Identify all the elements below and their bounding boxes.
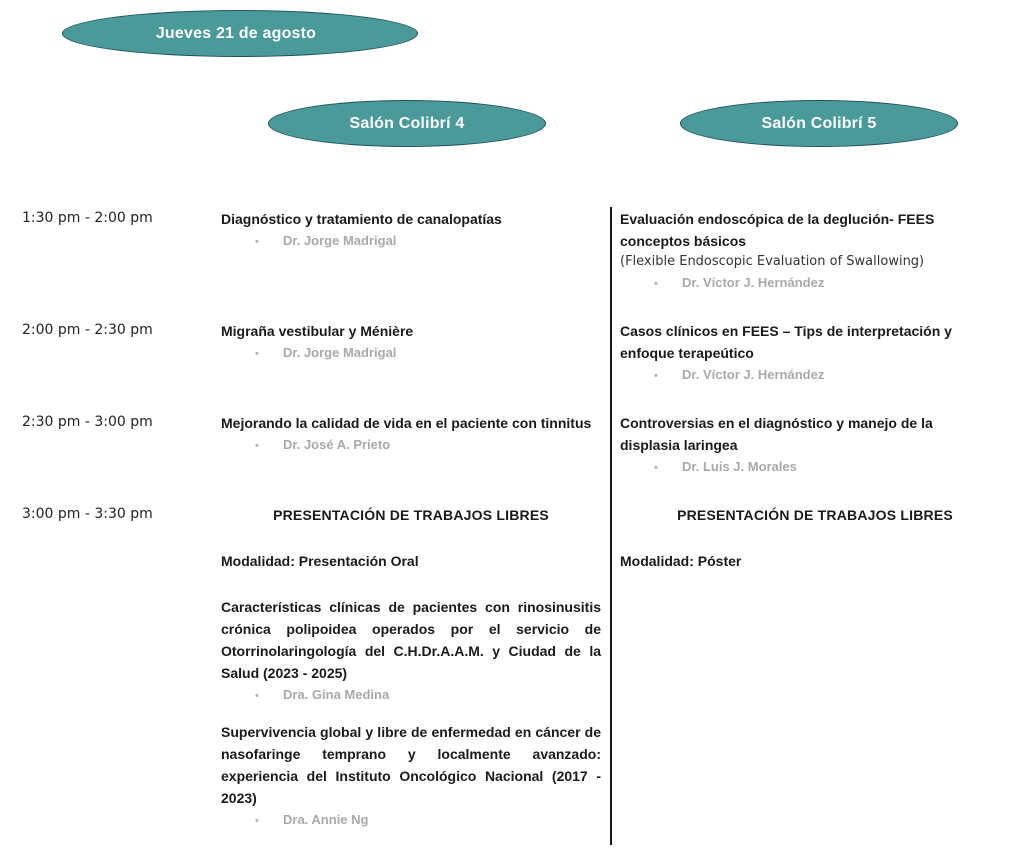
section-heading: PRESENTACIÓN DE TRABAJOS LIBRES (273, 507, 549, 523)
paper-title: Supervivencia global y libre de enfermedad en cáncer de nasofaringe temprano y localmente avanzado: experiencia del Instituto Oncológico Nacional (2017 - 2023) (221, 724, 601, 806)
session-right-1 (620, 208, 980, 295)
speaker (255, 434, 593, 457)
room-header-colibri-4: Salón Colibrí 4 (268, 100, 546, 147)
speaker (654, 272, 980, 295)
bullet-icon: • (255, 236, 259, 248)
modality-label: Modalidad: Póster (620, 553, 742, 569)
bullet-icon: • (255, 348, 259, 360)
time-slot-2: 2:00 pm - 2:30 pm (22, 322, 153, 338)
session-subtitle: (Flexible Endoscopic Evaluation of Swallowing) (620, 254, 925, 269)
session-title: Migraña vestibular y Ménière (221, 323, 414, 339)
section-heading: PRESENTACIÓN DE TRABAJOS LIBRES (677, 507, 953, 523)
section-left-free-papers (221, 504, 601, 832)
paper-title: Características clínicas de pacientes con rinosinusitis crónica polipoidea operados por el servicio de Otorrinolaringología del C.H.Dr.A.A.M. y Ciudad de la Salud (2023 - 2025) (221, 599, 601, 681)
speaker (255, 809, 601, 832)
speaker-name: Dr. Jorge Madrigal (283, 345, 397, 360)
session-title: Mejorando la calidad de vida en el paciente con tinnitus (221, 415, 592, 431)
session-title: Diagnóstico y tratamiento de canalopatías (221, 211, 502, 227)
speaker-name: Dr. José A. Prieto (283, 437, 391, 452)
time-slot-1: 1:30 pm - 2:00 pm (22, 210, 153, 226)
bullet-icon: • (255, 440, 259, 452)
column-divider (610, 207, 612, 845)
session-right-3 (620, 412, 990, 479)
time-slot-3: 2:30 pm - 3:00 pm (22, 414, 153, 430)
bullet-icon: • (255, 815, 259, 827)
session-left-1 (221, 208, 601, 253)
bullet-icon: • (255, 690, 259, 702)
speaker-name: Dr. Jorge Madrigal (283, 233, 397, 248)
session-left-3 (221, 412, 593, 457)
speaker-name: Dr. Víctor J. Hernández (682, 275, 825, 290)
speaker (255, 230, 601, 253)
speaker (654, 364, 995, 387)
speaker-name: Dr. Víctor J. Hernández (682, 367, 825, 382)
speaker (255, 684, 601, 707)
modality-label: Modalidad: Presentación Oral (221, 553, 419, 569)
session-title: Casos clínicos en FEES – Tips de interpretación y enfoque terapeútico (620, 323, 952, 361)
speaker (654, 456, 990, 479)
time-slot-4: 3:00 pm - 3:30 pm (22, 506, 153, 522)
bullet-icon: • (654, 462, 658, 474)
date-header: Jueves 21 de agosto (62, 10, 418, 57)
session-right-2 (620, 320, 995, 387)
session-title: Controversias en el diagnóstico y manejo de la displasia laringea (620, 415, 933, 453)
bullet-icon: • (654, 278, 658, 290)
bullet-icon: • (654, 370, 658, 382)
speaker-name: Dr. Luis J. Morales (682, 459, 797, 474)
speaker-name: Dra. Gina Medina (283, 687, 390, 702)
section-right-free-papers (620, 504, 1010, 572)
speaker-name: Dra. Annie Ng (283, 812, 369, 827)
session-left-2 (221, 320, 601, 365)
speaker (255, 342, 601, 365)
session-title: Evaluación endoscópica de la deglución- FEES conceptos básicos (620, 211, 935, 249)
room-header-colibri-5: Salón Colibrí 5 (680, 100, 958, 147)
